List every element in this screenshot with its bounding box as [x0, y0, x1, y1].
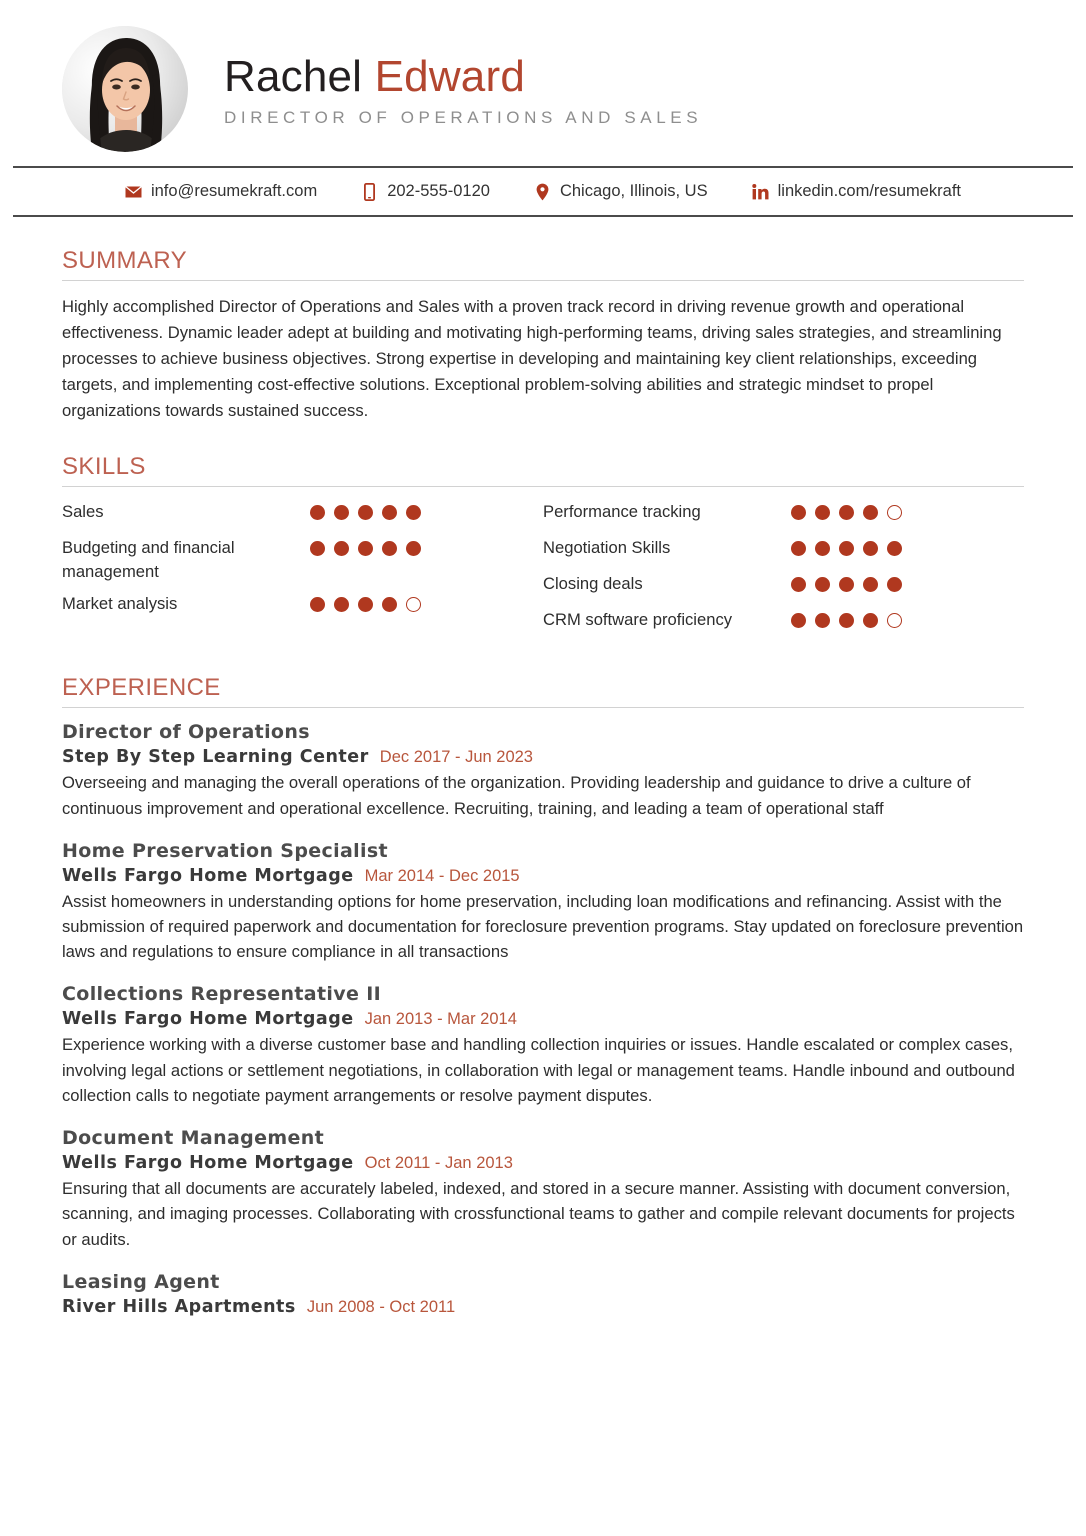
experience-dates: Jan 2013 - Mar 2014: [364, 1010, 517, 1029]
experience-role: Document Management: [62, 1127, 325, 1150]
contact-location[interactable]: [534, 182, 708, 201]
skill-rating: [791, 608, 902, 628]
skills-column-left: [62, 500, 543, 644]
section-experience: [62, 674, 1024, 1316]
rating-dot-filled: [887, 577, 902, 592]
skills-grid: [62, 500, 1024, 644]
profile-photo-icon: [62, 26, 188, 152]
rating-dot-filled: [815, 541, 830, 556]
rating-dot-filled: [382, 597, 397, 612]
rating-dot-filled: [791, 505, 806, 520]
summary-heading: SUMMARY: [62, 247, 188, 274]
skill-label: Closing deals: [543, 574, 643, 594]
linkedin-icon: [752, 182, 769, 201]
rating-dot-filled: [334, 597, 349, 612]
rating-dot-filled: [815, 577, 830, 592]
experience-role: Collections Representative II: [62, 983, 382, 1006]
contact-phone[interactable]: [361, 182, 490, 201]
experience-description: Overseeing and managing the overall operations of the organization. Providing leadership and guidance to drive a culture of continuous improvement and operational excellence. Recruiting, training, and leading a team of operational staff: [62, 773, 971, 818]
skill-label: Performance tracking: [543, 502, 701, 522]
last-name: Edward: [374, 52, 525, 102]
rating-dot-empty: [406, 597, 421, 612]
contact-email[interactable]: [125, 182, 317, 201]
rating-dot-filled: [406, 505, 421, 520]
map-pin-icon: [534, 182, 551, 201]
experience-company-line: [62, 1297, 1024, 1317]
skill-row: [543, 536, 1024, 564]
rating-dot-filled: [791, 541, 806, 556]
experience-company: Wells Fargo Home Mortgage: [62, 1009, 354, 1030]
experience-dates: Jun 2008 - Oct 2011: [306, 1297, 456, 1316]
experience-dates: Dec 2017 - Jun 2023: [379, 748, 533, 767]
rating-dot-filled: [863, 613, 878, 628]
rating-dot-filled: [815, 505, 830, 520]
experience-description: Assist homeowners in understanding options for home preservation, including loan modifications and refinancing. Assist with the submission of required paperwork and documentation for foreclosure prevention programs. Stay updated on foreclosure prevention laws and regulations to ensure compliance in all transactions: [62, 891, 1024, 962]
experience-item: [62, 721, 1024, 820]
rating-dot-filled: [382, 541, 397, 556]
experience-role: Director of Operations: [62, 721, 310, 744]
experience-company: River Hills Apartments: [62, 1296, 296, 1317]
experience-company: Wells Fargo Home Mortgage: [62, 865, 354, 886]
page-title: [224, 54, 702, 101]
skill-rating: [791, 500, 902, 520]
experience-company-line: [62, 1153, 1024, 1173]
experience-company: Step By Step Learning Center: [62, 747, 369, 768]
contact-location-value: Chicago, Illinois, US: [559, 182, 708, 200]
rating-dot-filled: [310, 505, 325, 520]
rating-dot-filled: [334, 505, 349, 520]
rating-dot-filled: [839, 577, 854, 592]
experience-role: Leasing Agent: [62, 1270, 220, 1293]
rating-dot-filled: [358, 505, 373, 520]
rating-dot-empty: [887, 505, 902, 520]
rating-dot-filled: [406, 541, 421, 556]
contact-bar: [13, 166, 1073, 217]
experience-heading: EXPERIENCE: [62, 674, 221, 702]
experience-company-line: [62, 866, 1024, 886]
experience-item: [62, 1127, 1024, 1252]
experience-item: [62, 840, 1024, 965]
rating-dot-filled: [863, 577, 878, 592]
experience-item: [62, 1271, 1024, 1317]
summary-text: Highly accomplished Director of Operations and Sales with a proven track record in driving revenue growth and operational effectiveness. Dynamic leader adept at building and motivating high-performing teams, driving sales strategies, and streamlining processes to achieve business objectives. Strong expertise in developing and maintaining key client relationships, exceeding targets, and implementing cost-effective solutions. Exceptional problem-solving abilities and strategic mindset to propel organizations towards sustained success.: [62, 297, 1002, 420]
skill-rating: [791, 536, 902, 556]
skill-label: Market analysis: [62, 594, 178, 614]
first-name: Rachel: [224, 52, 363, 102]
experience-company: Wells Fargo Home Mortgage: [62, 1153, 354, 1174]
skill-row: [62, 536, 543, 584]
rating-dot-filled: [310, 597, 325, 612]
rating-dot-filled: [310, 541, 325, 556]
skill-row: [62, 592, 543, 620]
experience-company-line: [62, 1009, 1024, 1029]
skill-label: CRM software proficiency: [543, 610, 733, 630]
envelope-icon: [125, 182, 142, 201]
experience-description: Experience working with a diverse customer base and handling collection inquiries or issues. Handle escalated or complex cases, involving legal actions or settlement negotiations, in collaboration with legal or management teams. Handle inbound and outbound collection calls to negotiate payment arrangements or resolve payment disputes.: [62, 1035, 1015, 1105]
contact-phone-value: 202-555-0120: [387, 182, 490, 200]
rating-dot-empty: [887, 613, 902, 628]
skills-heading: SKILLS: [62, 453, 146, 481]
rating-dot-filled: [334, 541, 349, 556]
skill-rating: [310, 500, 421, 520]
skill-label: Sales: [62, 502, 104, 522]
rating-dot-filled: [839, 613, 854, 628]
rating-dot-filled: [887, 541, 902, 556]
rating-dot-filled: [358, 541, 373, 556]
skill-row: [543, 608, 1024, 636]
skill-rating: [310, 592, 421, 612]
section-skills: [62, 453, 1024, 644]
contact-linkedin-value: linkedin.com/resumekraft: [777, 182, 962, 200]
experience-dates: Mar 2014 - Dec 2015: [364, 866, 520, 885]
skill-row: [543, 500, 1024, 528]
contact-email-value: info@resumekraft.com: [150, 182, 318, 200]
skill-label: Negotiation Skills: [543, 538, 671, 558]
skill-row: [543, 572, 1024, 600]
rating-dot-filled: [839, 505, 854, 520]
rating-dot-filled: [791, 577, 806, 592]
section-divider: [62, 486, 1024, 487]
section-summary: [62, 247, 1024, 423]
mobile-phone-icon: [361, 182, 378, 201]
experience-item: [62, 983, 1024, 1108]
section-divider: [62, 280, 1024, 281]
skill-label: Budgeting and financial management: [62, 538, 235, 582]
rating-dot-filled: [382, 505, 397, 520]
rating-dot-filled: [839, 541, 854, 556]
skills-column-right: [543, 500, 1024, 644]
rating-dot-filled: [863, 505, 878, 520]
avatar: [62, 26, 188, 152]
skill-rating: [310, 536, 421, 556]
experience-dates: Oct 2011 - Jan 2013: [364, 1154, 513, 1173]
section-divider: [62, 707, 1024, 708]
contact-linkedin[interactable]: [752, 182, 961, 201]
rating-dot-filled: [815, 613, 830, 628]
rating-dot-filled: [791, 613, 806, 628]
experience-description: Ensuring that all documents are accurately labeled, indexed, and stored in a secure manner. Assisting with document conversion, scanning, and imaging processes. Collaborating with crossfunctional teams to gather and compile relevant documents for projects or audits.: [62, 1179, 1015, 1249]
experience-list: [62, 721, 1024, 1316]
experience-company-line: [62, 747, 1024, 767]
job-title-subtitle: DIRECTOR OF OPERATIONS AND SALES: [224, 107, 703, 127]
rating-dot-filled: [863, 541, 878, 556]
skill-row: [62, 500, 543, 528]
name-block: [224, 50, 702, 128]
resume-body: [0, 247, 1086, 1317]
experience-role: Home Preservation Specialist: [62, 839, 388, 862]
resume-header: [0, 0, 1086, 142]
rating-dot-filled: [358, 597, 373, 612]
skill-rating: [791, 572, 902, 592]
